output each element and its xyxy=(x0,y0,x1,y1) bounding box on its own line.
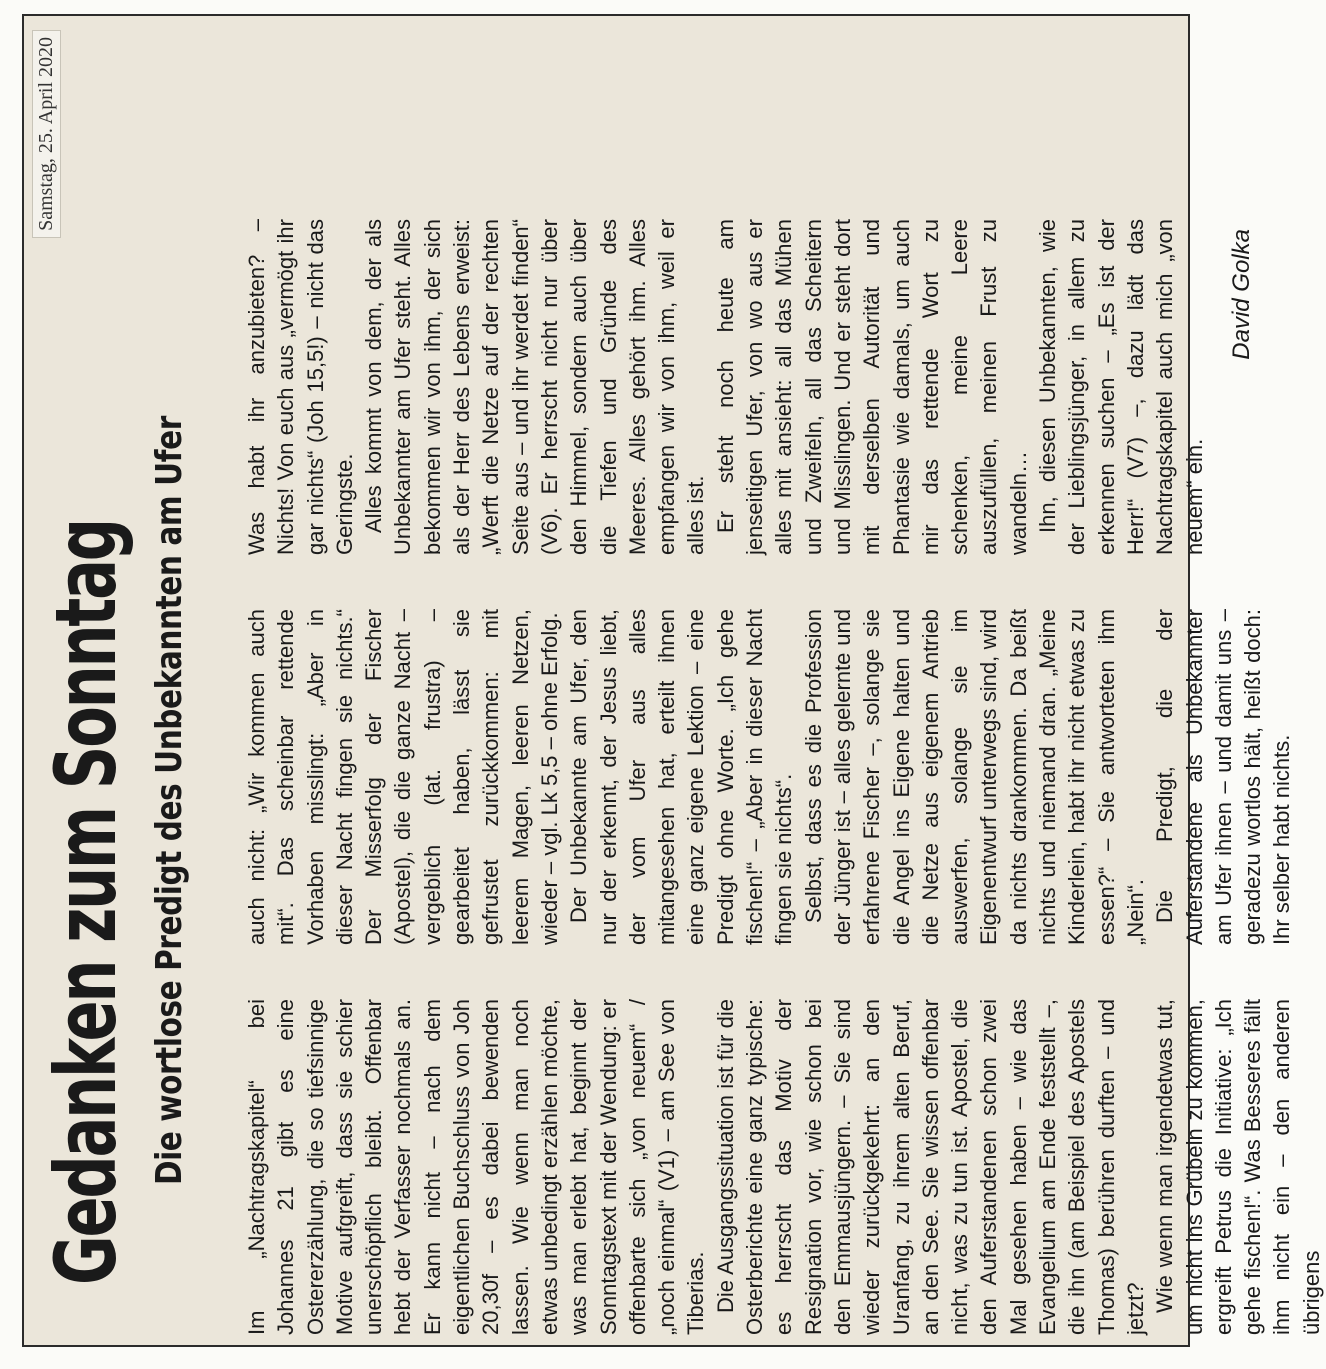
article-column-3 xyxy=(242,219,1255,555)
article-column-2 xyxy=(242,609,1295,945)
rotated-article xyxy=(24,16,1324,1345)
paragraph: Wie wenn man irgendetwas tut, um nicht ins Grübeln zu kommen, ergreift Petrus die Initiative: „Ich gehe fischen!“. Was Besseres fällt ihm nicht ein – den anderen übrigens xyxy=(1152,999,1324,1335)
paragraph: Die Ausgangssituation ist für die Osterberichte eine ganz typische: es herrscht das Motiv der Resignation vor, wie schon bei den Emmausjüngern. – Sie sind wieder zurückgekehrt: an den Uranfang, zu ihrem alten Beruf, an den See. Sie wissen offenbar nicht, was zu tun ist. Apostel, die den Auferstandenen schon zwei Mal gesehen haben – wie das Evangelium am Ende feststellt –, die ihn (am Beispiel des Apostels Thomas) berühren durften – und jetzt? xyxy=(712,999,1148,1335)
paragraph: Alles kommt von dem, der als Unbekannter am Ufer steht. Alles bekommen wir von ihm, der sich als der Herr des Lebens erweist: „Werft die Netze auf der rechten Seite aus – und ihr werdet finden“ (V6). Er herrscht nicht nur über den Himmel, sondern auch über die Tiefen und Gründe des Meeres. Alles gehört ihm. Alles empfangen wir von ihm, weil er alles ist. xyxy=(361,219,709,555)
paragraph: auch nicht: „Wir kommen auch mit“. Das scheinbar rettende Vorhaben misslingt: „Aber in dieser Nacht fingen sie nichts.“ Der Misserfolg der Fischer (Apostel), die die ganze Nacht – vergeblich (lat. frustra) – gearbeitet haben, lässt sie gefrustet zurückkommen: mit leerem Magen, leeren Netzen, wieder – vgl. Lk 5,5 – ohne Erfolg. xyxy=(244,609,562,945)
paragraph: Die Predigt, die der Auferstandene als Unbekannter am Ufer ihnen – und damit uns – geradezu wortlos hält, heißt doch: Ihr selber habt nichts. xyxy=(1152,609,1295,945)
paragraph: Selbst, dass es die Profession der Jünger ist – alles gelernte und erfahrene Fischer –, solange sie die Angel ins Eigene halten und die Netze aus eigenem Antrieb auswerfen, solange sie im Eigenentwurf unterwegs sind, wird da nichts drankommen. Da beißt nichts und niemand dran. „Meine Kinderlein, habt ihr nicht etwas zu essen?“ – Sie antworteten ihm „Nein“. xyxy=(800,609,1148,945)
paragraph: Im „Nachtragskapitel“ bei Johannes 21 gibt es eine Ostererzählung, die so tiefsinnige Motive aufgreift, dass sie schier unerschöpflich bleibt. Offenbar hebt der Verfasser nochmals an. Er kann nicht – nach dem eigentlichen Buchschluss von Joh 20,30f – es dabei bewenden lassen. Wie wenn man noch etwas unbedingt erzählen möchte, was man erlebt hat, beginnt der Sonntagstext mit der Wendung: er offenbarte sich „von neuem“ / „noch einmal“ (V1) – am See von Tiberias. xyxy=(244,999,709,1335)
paragraph: Der Unbekannte am Ufer, den nur der erkennt, der Jesus liebt, der vom Ufer aus alles mitangesehen hat, erteilt ihnen eine ganz eigene Lektion – eine Predigt ohne Worte. „Ich gehe fischen!“ – „Aber in dieser Nacht fingen sie nichts“. xyxy=(566,609,797,945)
headline: Gedanken zum Sonntag xyxy=(37,520,135,1285)
paragraph: Ihn, diesen Unbekannten, wie der Lieblingsjünger, in allem zu erkennen suchen – „Es ist der Herr!“ (V7) –, dazu lädt das Nachtragskapitel auch mich „von neuem“ ein. xyxy=(1035,219,1207,555)
paragraph: Er steht noch heute am jenseitigen Ufer, von wo aus er alles mit ansieht: all das Mühen und Zweifeln, all das Scheitern und Misslingen. Und er steht dort mit derselben Autorität und Phantasie wie damals, um auch mir das rettende Wort zu schenken, meine Leere auszufüllen, meinen Frust zu wandeln… xyxy=(712,219,1031,555)
subheadline: Die wortlose Predigt des Unbekannten am Ufer xyxy=(149,416,190,1185)
article-column-1 xyxy=(242,999,1324,1335)
author-signature: David Golka xyxy=(1227,229,1255,360)
newspaper-clipping xyxy=(22,14,1324,1347)
dateline-stamp: Samstag, 25. April 2020 xyxy=(32,30,61,238)
paragraph: Was habt ihr anzubieten? – Nichts! Von euch aus „vermögt ihr gar nichts“ (Joh 15,5!) – nicht das Geringste. xyxy=(244,219,357,555)
